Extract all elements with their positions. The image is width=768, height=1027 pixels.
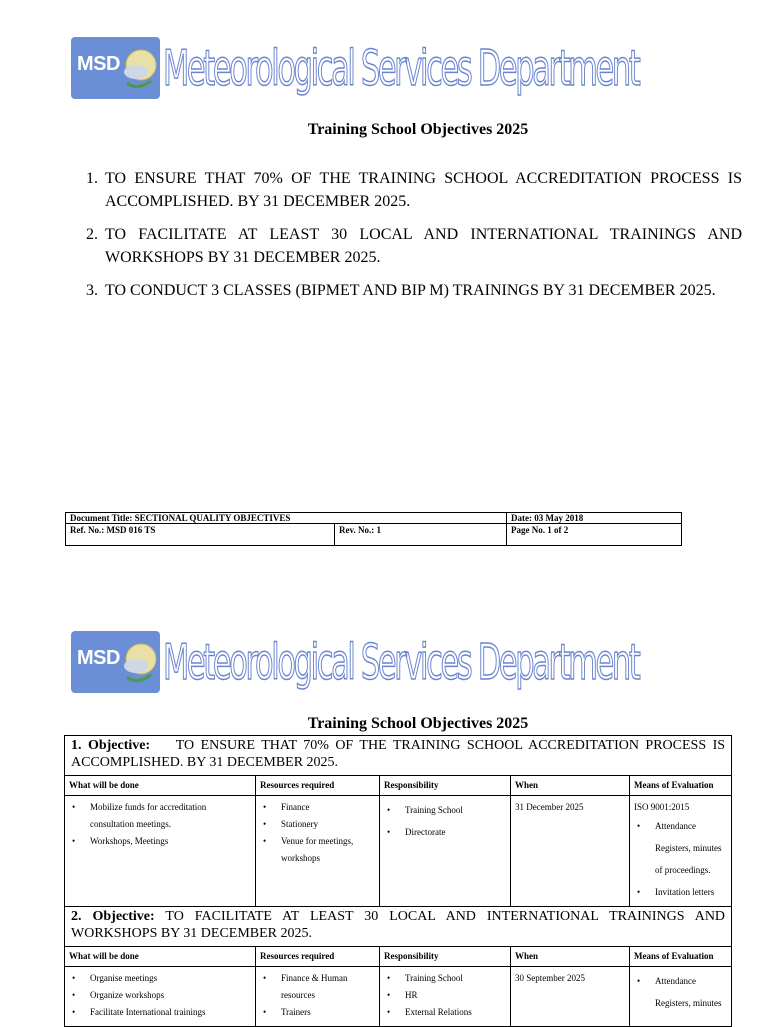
msd-wordmark: Meteorological Services Department	[163, 635, 639, 692]
ref-no-cell: Ref. No.: MSD 016 TS	[66, 524, 335, 546]
weather-sun-cloud-icon	[121, 45, 157, 91]
header-what: What will be done	[65, 947, 256, 967]
what-cell: • Organise meetings • Organize workshops • Facilitate International trainings	[65, 967, 256, 1027]
msd-badge-text: MSD	[77, 647, 120, 669]
responsibility-cell: • Training School • HR • External Relations	[380, 967, 511, 1027]
objectives-list	[86, 168, 742, 314]
page-title: Training School Objectives 2025	[307, 715, 529, 732]
msd-badge	[71, 631, 160, 693]
msd-logo	[71, 37, 639, 111]
resources-cell: • Finance & Human resources • Trainers	[256, 967, 380, 1027]
rev-no-cell: Rev. No.: 1	[335, 524, 507, 546]
means-cell: • Attendance Registers, minutes	[630, 967, 732, 1027]
header-means: Means of Evaluation	[630, 947, 732, 967]
responsibility-cell: • Training School • Directorate	[380, 796, 511, 907]
objective-row: 1. Objective: TO ENSURE THAT 70% OF THE TRAINING SCHOOL ACCREDITATION PROCESS IS ACCOMPLISHED. BY 31 DECEMBER 2025.	[65, 736, 732, 776]
when-cell: 30 September 2025	[511, 967, 630, 1027]
when-cell: 31 December 2025	[511, 796, 630, 907]
document-title-cell: Document Title: SECTIONAL QUALITY OBJECTIVES	[66, 513, 507, 524]
objective-row: 2. Objective: TO FACILITATE AT LEAST 30 LOCAL AND INTERNATIONAL TRAININGS AND WORKSHOPS BY 31 DECEMBER 2025.	[65, 907, 732, 947]
objective-item: 3. TO CONDUCT 3 CLASSES (BIPMET AND BIP M) TRAININGS BY 31 DECEMBER 2025.	[86, 282, 716, 299]
date-cell: Date: 03 May 2018	[507, 513, 682, 524]
header-means: Means of Evaluation	[630, 776, 732, 796]
resources-cell: • Finance • Stationery • Venue for meetings, workshops	[256, 796, 380, 907]
means-cell: ISO 9001:2015 • Attendance Registers, minutes of proceedings. • Invitation letters	[630, 796, 732, 907]
msd-wordmark: Meteorological Services Department	[163, 41, 639, 98]
header-responsibility: Responsibility	[380, 947, 511, 967]
document-footer-table	[65, 512, 682, 546]
header-responsibility: Responsibility	[380, 776, 511, 796]
page-title: Training School Objectives 2025	[307, 121, 529, 138]
page-no-cell: Page No. 1 of 2	[507, 524, 682, 546]
msd-badge	[71, 37, 160, 99]
header-when: When	[511, 776, 630, 796]
msd-logo	[71, 631, 639, 705]
header-resources: Resources required	[256, 776, 380, 796]
what-cell: • Mobilize funds for accreditation consultation meetings. • Workshops, Meetings	[65, 796, 256, 907]
objective-item: 1. TO ENSURE THAT 70% OF THE TRAINING SCHOOL ACCREDITATION PROCESS IS ACCOMPLISHED. BY 31 DECEMBER 2025.	[86, 170, 742, 210]
msd-badge-text: MSD	[77, 53, 120, 75]
header-resources: Resources required	[256, 947, 380, 967]
objectives-plan-table	[64, 735, 732, 1027]
header-what: What will be done	[65, 776, 256, 796]
weather-sun-cloud-icon	[121, 639, 157, 685]
header-when: When	[511, 947, 630, 967]
objective-item: 2. TO FACILITATE AT LEAST 30 LOCAL AND INTERNATIONAL TRAININGS AND WORKSHOPS BY 31 DECEMBER 2025.	[86, 226, 742, 266]
